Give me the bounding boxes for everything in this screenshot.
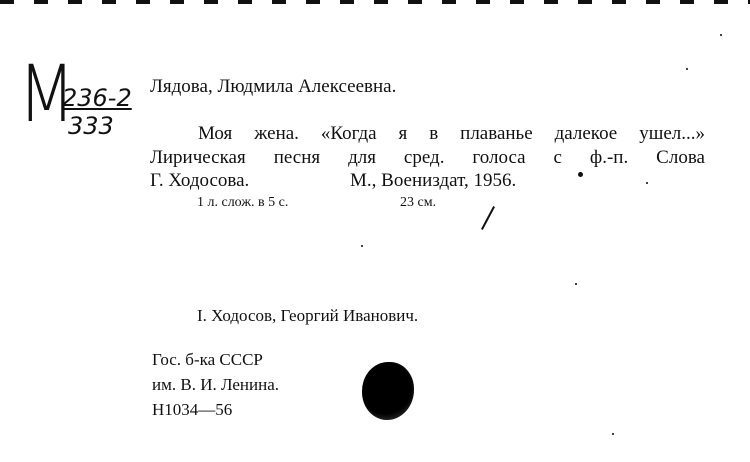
holding-number: Н1034—56 — [152, 400, 233, 419]
imprint-line — [150, 170, 705, 192]
library-stamp — [362, 362, 414, 420]
call-number-letter: М — [18, 50, 74, 140]
author-heading: Лядова, Людмила Алексеевна. — [150, 76, 397, 97]
added-entry: I. Ходосов, Георгий Иванович. — [197, 306, 419, 325]
call-number-bottom: 333 — [68, 112, 114, 140]
holding-library-named: им. В. И. Ленина. — [152, 375, 280, 394]
speck — [720, 34, 722, 36]
pencil-mark — [481, 206, 495, 230]
collation-size: 23 см. — [400, 195, 437, 210]
speck — [612, 433, 614, 435]
publication-info: М., Воениздат, 1956. — [350, 170, 517, 191]
speck — [575, 283, 577, 285]
holding-library: Гос. б-ка СССР — [152, 350, 263, 369]
call-number-top: 236-2 — [62, 84, 132, 112]
speck — [646, 182, 648, 184]
ink-dot — [578, 172, 583, 177]
speck — [686, 68, 688, 70]
speck — [361, 245, 363, 247]
title-line-1: Моя жена. «Когда я в плаванье далекое ушел...» — [198, 123, 705, 144]
collation-pages: 1 л. слож. в 5 с. — [197, 195, 289, 210]
collation-line — [197, 195, 437, 211]
card-top-edge — [0, 0, 750, 4]
lyricist-name: Г. Ходосова. — [150, 170, 250, 191]
title-line-2: Лирическая песня для сред. голоса с ф.-п. Слова — [150, 147, 705, 168]
